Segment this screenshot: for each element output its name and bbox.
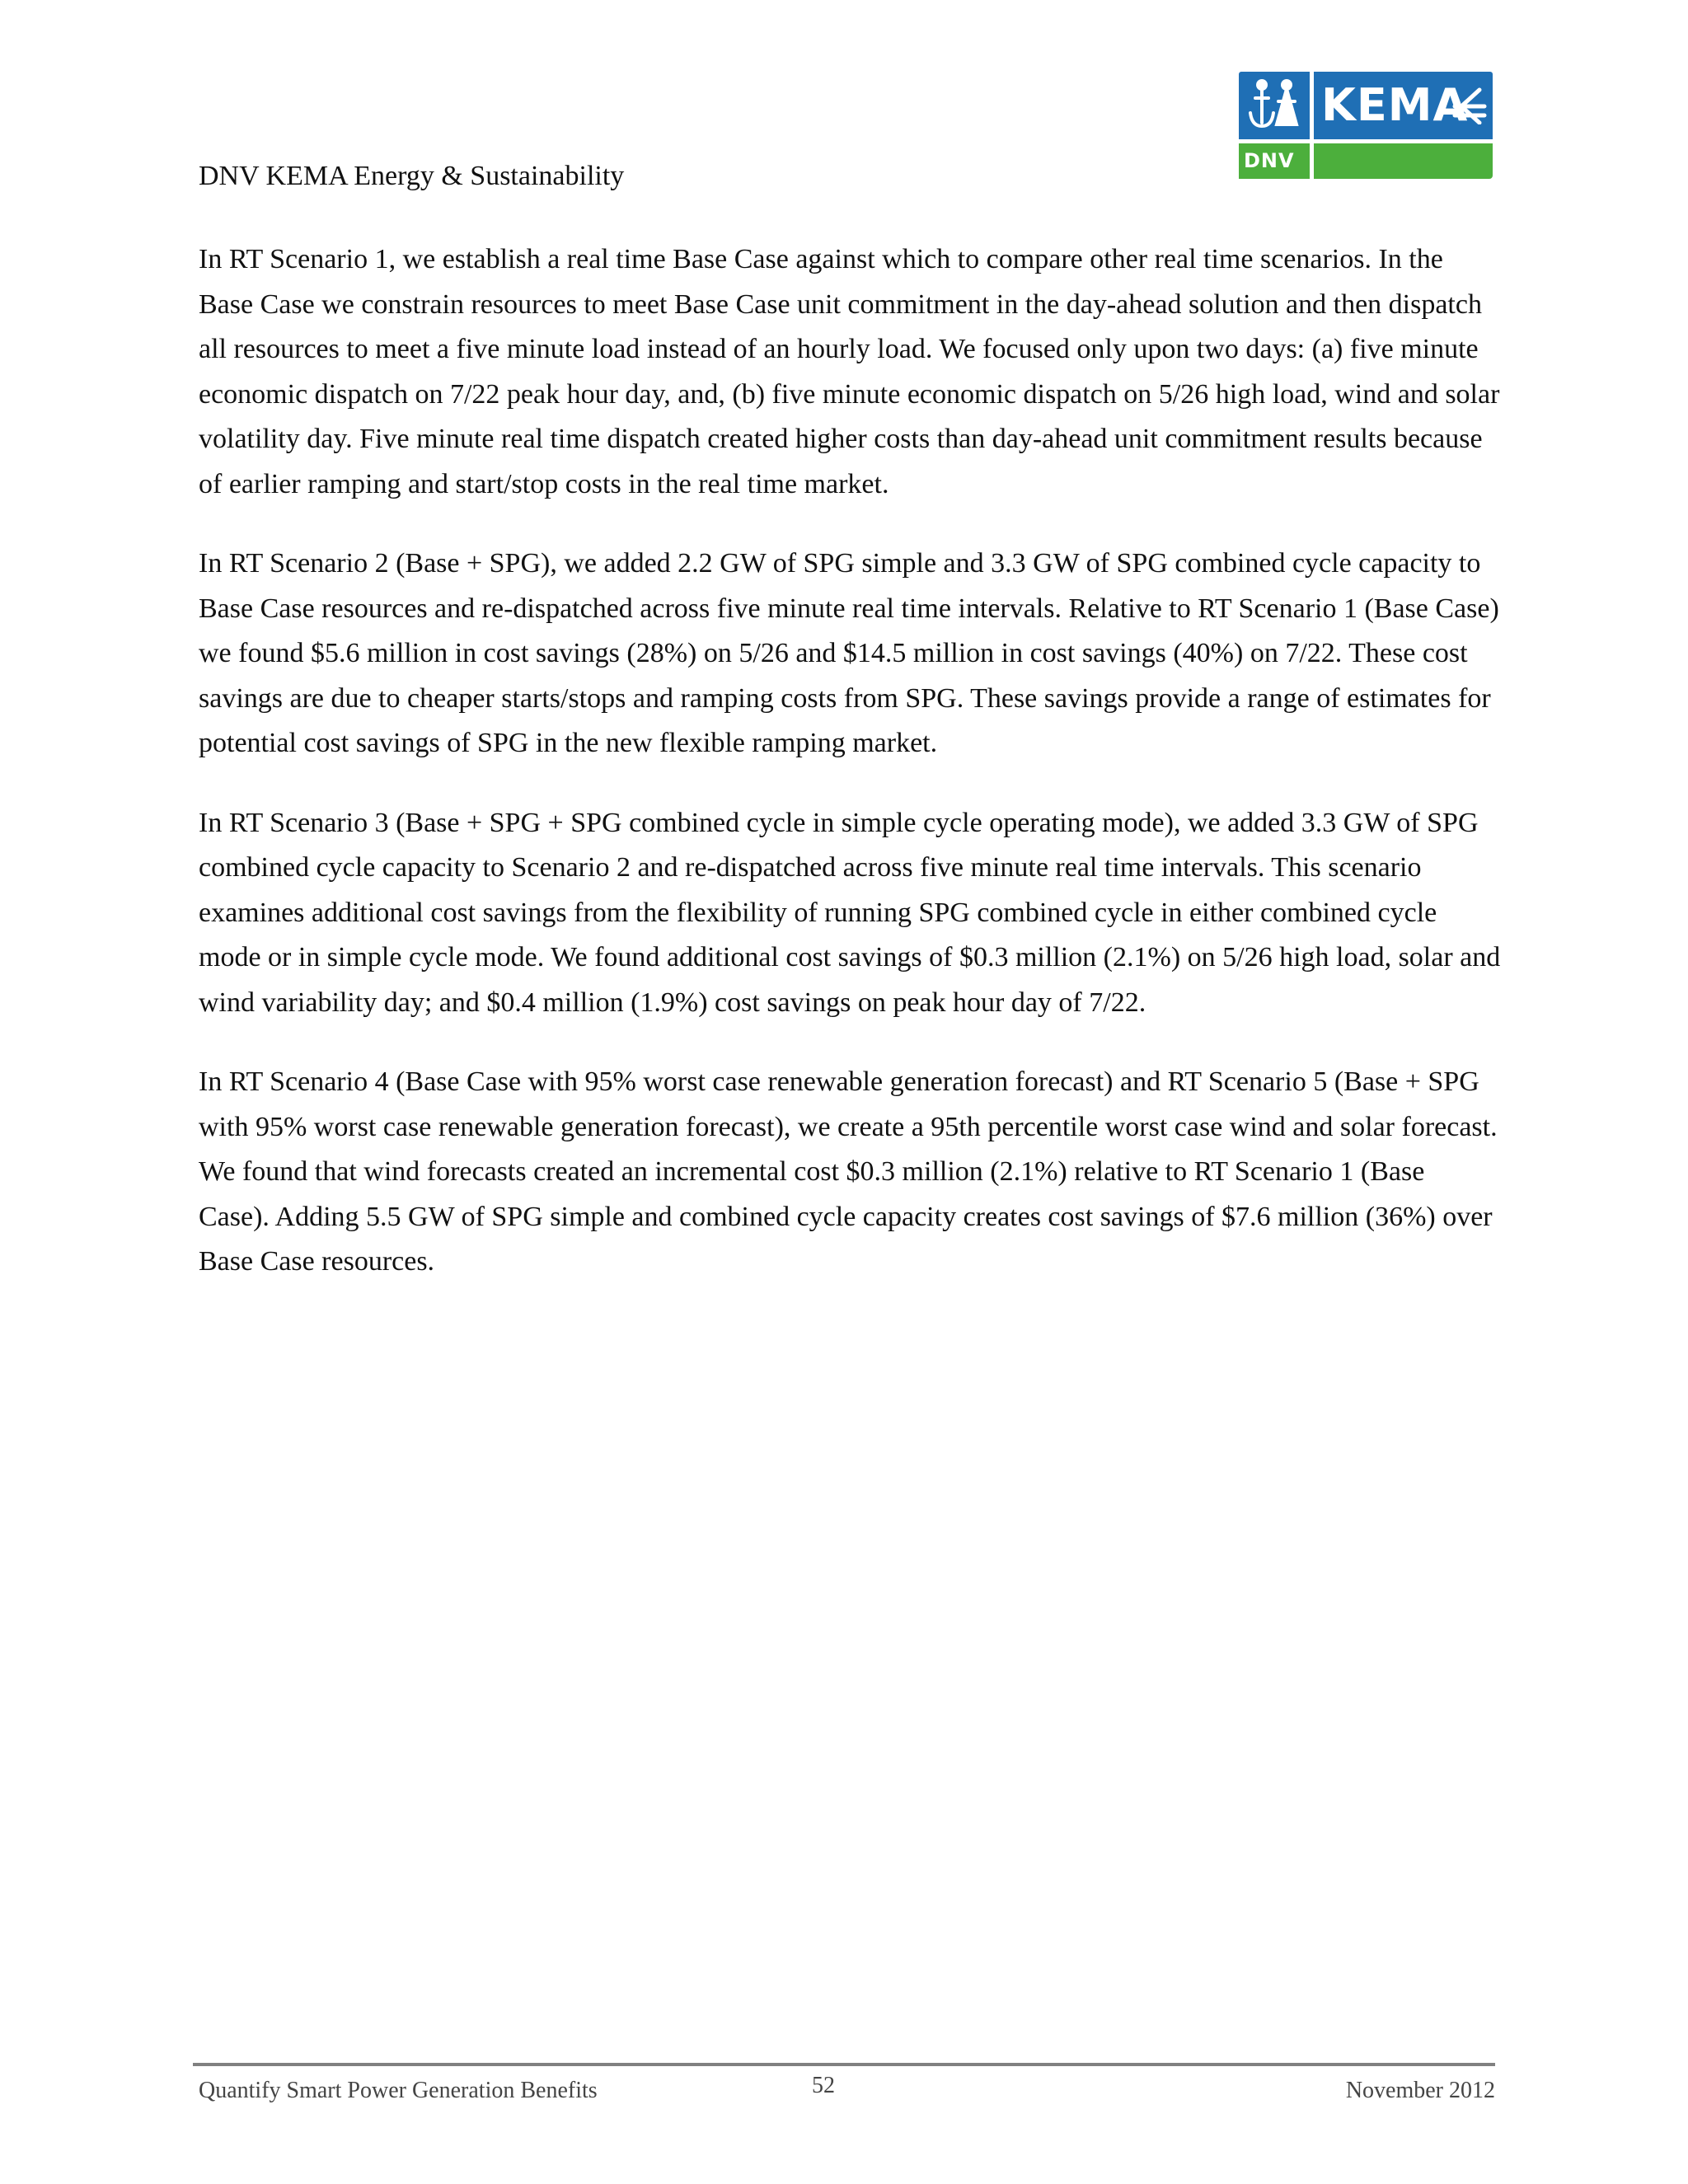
paragraph: In RT Scenario 4 (Base Case with 95% worst case renewable generation forecast) and RT Scenario 5 (Base + SPG with 95% worst case renewable generation forecast), we create a 95th percentile worst case wind and solar forecast. We found that wind forecasts created an incremental cost $0.3 million (2.1%) relative to RT Scenario 1 (Base Case). Adding 5.5 GW of SPG simple and combined cycle capacity creates cost savings of $7.6 million (36%) over Base Case resources. bbox=[199, 1066, 1498, 1277]
kema-arrow-mark-icon bbox=[1451, 87, 1488, 124]
logo-brand-text: KEMA bbox=[1321, 79, 1469, 131]
paragraph: In RT Scenario 1, we establish a real time Base Case against which to compare other real time scenarios. In the Base Case we constrain resources to meet Base Case unit commitment in the day-ahead solution and then dispatch all resources to meet a five minute load instead of an hourly load. We focused only upon two days: (a) five minute economic dispatch on 7/22 peak hour day, and, (b) five minute economic dispatch on 5/26 high load, wind and solar volatility day. Five minute real time dispatch created higher costs than day-ahead unit commitment results because of earlier ramping and start/stop costs in the real time market. bbox=[199, 244, 1500, 499]
paragraph: In RT Scenario 3 (Base + SPG + SPG combined cycle in simple cycle operating mode), we added 3.3 GW of SPG combined cycle capacity to Scenario 2 and re-dispatched across five minute real time intervals. This scenario examines additional cost savings from the flexibility of running SPG combined cycle in either combined cycle mode or in simple cycle mode. We found additional cost savings of $0.3 million (2.1%) on 5/26 high load, solar and wind variability day; and $0.4 million (1.9%) cost savings on peak hour day of 7/22. bbox=[199, 807, 1501, 1018]
footer-rule bbox=[193, 2063, 1495, 2066]
footer-page-number: 52 bbox=[812, 2073, 835, 2098]
logo-sub-text: DNV bbox=[1244, 149, 1295, 172]
footer-date: November 2012 bbox=[1345, 2078, 1495, 2103]
paragraph: In RT Scenario 2 (Base + SPG), we added 2.2 GW of SPG simple and 3.3 GW of SPG combined cycle capacity to Base Case resources and re-dispatched across five minute real time intervals. Relative to RT Scenario 1 (Base Case) we found $5.6 million in cost savings (28%) on 5/26 and $14.5 million in cost savings (40%) on 7/22. These cost savings are due to cheaper starts/stops and ramping costs from SPG. These savings provide a range of estimates for potential cost savings of SPG in the new flexible ramping market. bbox=[199, 548, 1499, 758]
dnv-kema-logo bbox=[1239, 72, 1493, 179]
body-text bbox=[199, 237, 1501, 1319]
footer-document-title: Quantify Smart Power Generation Benefits bbox=[199, 2078, 598, 2103]
anchor-figures-icon bbox=[1245, 77, 1305, 134]
header-organization: DNV KEMA Energy & Sustainability bbox=[199, 161, 625, 191]
